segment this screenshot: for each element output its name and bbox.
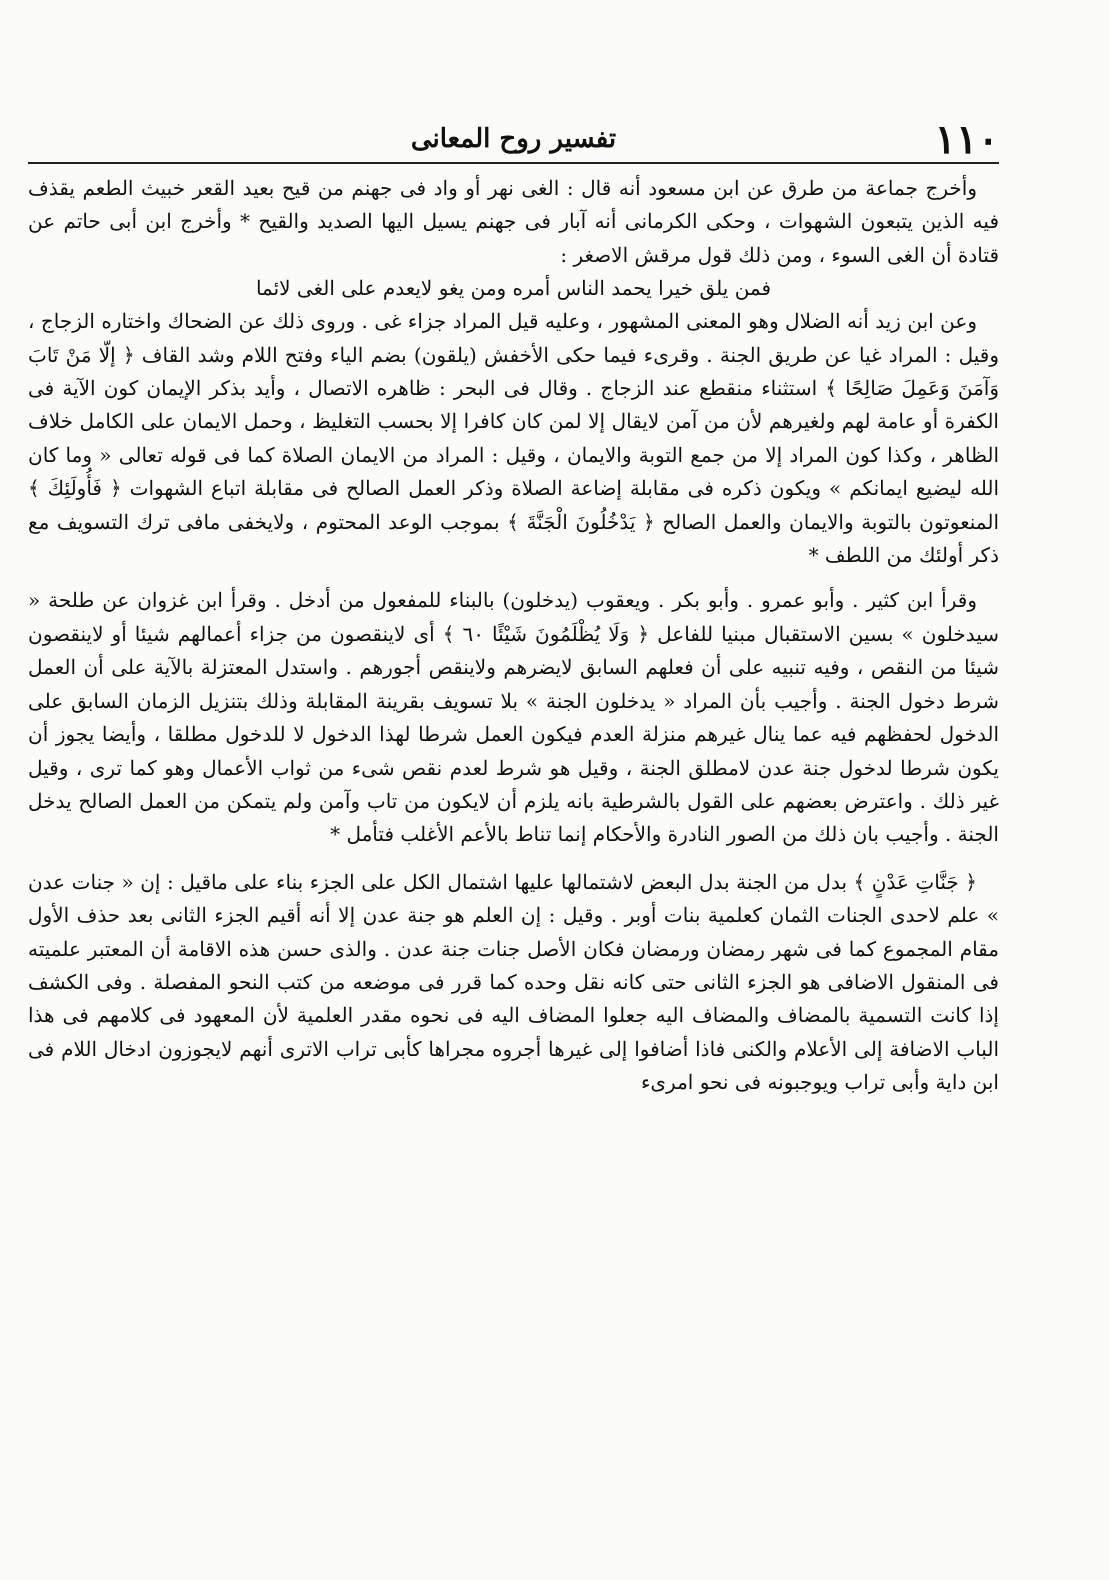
paragraph: وقرأ ابن كثير . وأبو عمرو . وأبو بكر . ويعقوب (يدخلون) بالبناء للمفعول من أدخل . وقرأ ابن غزوان عن طلحة « سيدخلون » بسين الاستقبال مبنيا للفاعل ﴿ وَلَا يُظْلَمُونَ شَيْئًا ٦٠ ﴾ أى لاينقصون من جزاء أعمالهم شيئا أو لاينقصون شيئا من النقص ، وفيه تنبيه على أن فعلهم السابق لايضرهم ولاينقص أجورهم . واستدل المعتزلة بالآية على أن العمل شرط دخول الجنة . وأجيب بأن المراد « يدخلون الجنة » بلا تسويف بقرينة المقابلة وذلك بتنزيل الزمان السابق على الدخول لحفظهم فيه عما ينال غيرهم منزلة العدم فيكون العمل شرطا لهذا الدخول لا للدخول مطلقا ، وأيضا يجوز أن يكون شرطا لدخول جنة عدن لامطلق الجنة ، وقيل هو شرط لعدم نقص شىء من ثواب الأعمال وهو كما ترى ، وقيل غير ذلك . واعترض بعضهم على القول بالشرطية بانه يلزم أن لايكون من تاب وآمن ولم يتمكن من العمل الصالح يدخل الجنة . وأجيب بان ذلك من الصور النادرة والأحكام إنما تناط بالأعم الأغلب فتأمل * xyxy=(28,588,1000,847)
paragraph: وأخرج جماعة من طرق عن ابن مسعود أنه قال : الغى نهر أو واد فى جهنم من قيح بعيد القعر خبيث الطعم يقذف فيه الذين يتبعون الشهوات ، وحكى الكرمانى أنه آبار فى جهنم يسيل اليها الصديد والقيح * وأخرج ابن أبى حاتم عن قتادة أن الغى السوء ، ومن ذلك قول مرقش الاصغر : xyxy=(28,176,999,267)
body-text xyxy=(28,172,999,1100)
poetry-verse: فمن يلق خيرا يحمد الناس أمره ومن يغو لايعدم على الغى لائما xyxy=(255,276,772,301)
page-number: ١١٠ xyxy=(934,116,999,163)
paragraph: ﴿ جَنَّاتِ عَدْنٍ ﴾ بدل من الجنة بدل البعض لاشتمالها عليها اشتمال الكل على الجزء بناء على ماقيل : إن « جنات عدن » علم لاحدى الجنات الثمان كعلمية بنات أوبر . وقيل : إن العلم هو جنة عدن إلا أنه أقيم الجزء الثانى بعد حذف الأول مقام المجموع كما فى شهر رمضان ورمضان فكان الأصل جنات جنة عدن . والذى حسن هذه الاقامة أن المعتبر علميته فى المنقول الاضافى هو الجزء الثانى حتى كانه نقل وحده كما قرر فى موضعه من كتب النحو المفصلة . وفى الكشف إذا كانت التسمية بالمضاف والمضاف اليه جعلوا المضاف اليه فى نحوه مقدر العلمية لأن المعهود فى كلامهم فى هذا الباب الاضافة إلى الأعلام والكنى فاذا أضافوا إلى غيرها أجروه مجراها كأبى تراب الاترى أنهم لايجوزون ادخال اللام فى ابن داية وأبى تراب ويوجبونه فى نحو امرىء xyxy=(28,869,999,1095)
page-header xyxy=(28,110,999,164)
paragraph: وعن ابن زيد أنه الضلال وهو المعنى المشهور ، وعليه قيل المراد جزاء غى . وروى ذلك عن الضحاك واختاره الزجاج ، وقيل : المراد غيا عن طريق الجنة . وقرىء فيما حكى الأخفش (يلقون) بضم الياء وفتح اللام وشد القاف ﴿ إلّا مَنْ تَابَ وَآمَنَ وَعَمِلَ صَالِحًا ﴾ استثناء منقطع عند الزجاج . وقال فى البحر : ظاهره الاتصال ، وأيد بذكر الإيمان كون الآية فى الكفرة أو عامة لهم ولغيرهم لأن من آمن لايقال إلا لمن كان كافرا إلا بحسب التغليظ ، وحمل الايمان على الكامل خلاف الظاهر ، وكذا كون المراد إلا من جمع التوبة والايمان ، وقيل : المراد من الايمان الصلاة كما فى قوله تعالى « وما كان الله ليضيع ايمانكم » ويكون ذكره فى مقابلة إضاعة الصلاة وذكر العمل الصالح فى مقابلة اتباع الشهوات ﴿ فَأُولَئِكَ ﴾ المنعوتون بالتوبة والايمان والعمل الصالح ﴿ يَدْخُلُونَ الْجَنَّةَ ﴾ بموجب الوعد المحتوم ، ولايخفى مافى ترك التسويف مع ذكر أولئك من اللطف * xyxy=(28,309,999,568)
running-title: تفسير روح المعانى xyxy=(410,124,617,154)
